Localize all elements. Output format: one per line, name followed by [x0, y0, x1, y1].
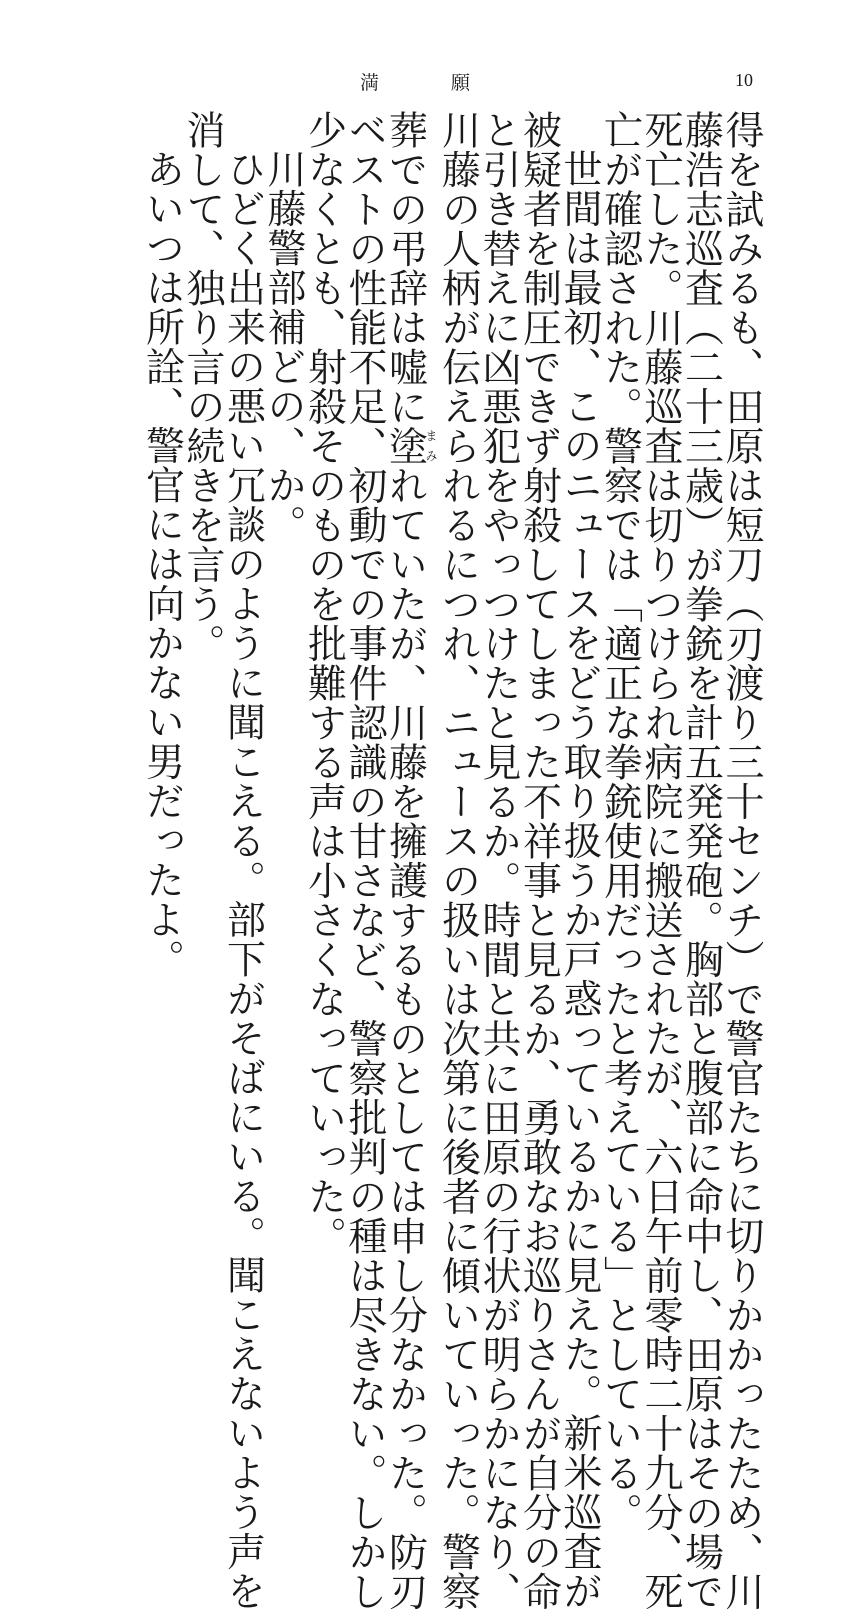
ruby-annotation: 塗まみ [382, 426, 438, 466]
text-line: 被疑者を制圧できず射殺してしまった不祥事と見るか、勇敢なお巡りさんが自分の命 [516, 110, 562, 1611]
text-line: 消して、独り言の続きを言う。 [180, 110, 225, 663]
text-line: 世間は最初、このニュースをどう取り扱うか戸惑っているかに見えた。新米巡査が [557, 149, 602, 1611]
text-line: 亡が確認された。警察では「適正な拳銃使用だったと考えている」としている。 [597, 110, 643, 1532]
running-header-title: 満願 [360, 72, 543, 94]
text-line: あいつは所詮、警官には向かない男だったよ。 [139, 149, 185, 979]
text-line: 川藤の人柄が伝えられるにつれ、ニュースの扱いは次第に後者に傾いていった。警察 [435, 110, 481, 1611]
body-text [139, 110, 764, 1611]
text-line: 得を試みるも、田原は短刀（刃渡り三十センチ）で警官たちに切りかかったため、川 [719, 110, 764, 1611]
text-line: 川藤警部補どの、か。 [261, 149, 306, 544]
text-line: と引き替えに凶悪犯をやっつけたと見るか。時間と共に田原の行状が明らかになり、 [476, 110, 521, 1611]
text-line: 藤浩志巡査（二十三歳）が拳銃を計五発発砲。胸部と腹部に命中し、田原はその場で [678, 110, 724, 1611]
text-line: ベストの性能不足、初動での事件認識の甘さなど、警察批判の種は尽きない。しかし [342, 110, 387, 1611]
page-number: 10 [735, 70, 753, 90]
ruby-reading: まみ [424, 426, 438, 466]
text-line: 死亡した。川藤巡査は切りつけられ病院に搬送されたが、六日午前零時二十九分、死 [638, 110, 683, 1611]
text-line: 少なくとも、射殺そのものを批難する声は小さくなっていった。 [301, 110, 347, 1256]
text-line: ひどく出来の悪い冗談のように聞こえる。部下がそばにいる。聞こえないよう声を [220, 149, 266, 1611]
text-line: 葬での弔辞は嘘に塗まみれていたが、川藤を擁護するものとしては申し分なかった。防刃 [382, 110, 438, 1611]
